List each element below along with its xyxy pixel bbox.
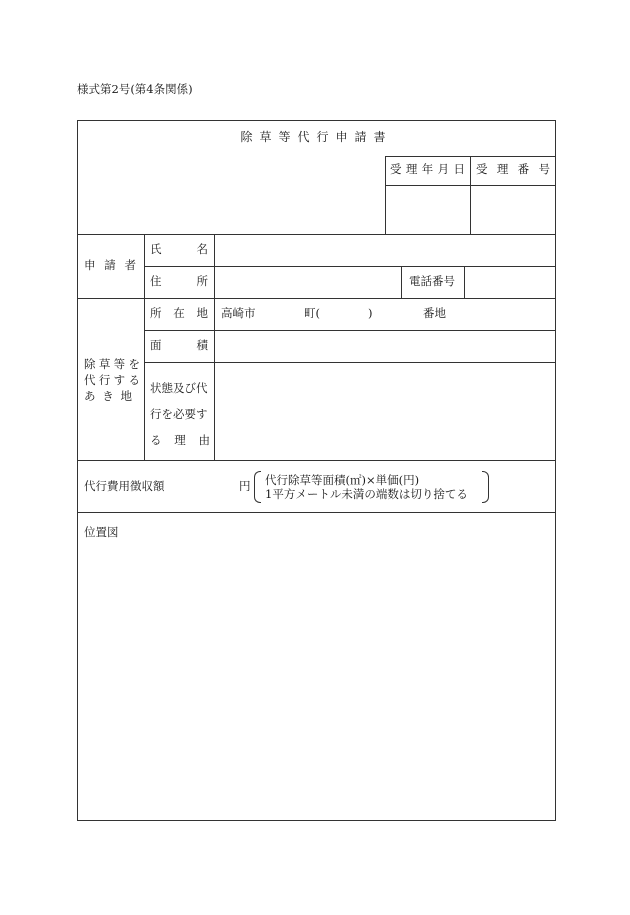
label-col-right-line <box>214 234 215 460</box>
phone-right-line <box>464 266 465 298</box>
char: 地 <box>196 306 208 320</box>
char: 住 <box>150 274 162 288</box>
section-line-map <box>78 512 556 513</box>
reason-label <box>150 375 210 453</box>
char: 地 <box>120 389 132 403</box>
location-town: 町( <box>304 306 320 320</box>
char: き <box>102 389 114 403</box>
char: 草 <box>98 357 111 371</box>
char: 除 <box>84 357 96 371</box>
area-bottom-line <box>144 362 556 363</box>
form-title: 除草等代行申請書 <box>240 130 393 144</box>
char: 申 <box>84 258 96 272</box>
char: 等 <box>113 357 126 371</box>
phone-left-line <box>401 266 402 298</box>
char: 理 <box>174 433 186 447</box>
char: 所 <box>196 274 208 288</box>
name-label <box>150 244 208 256</box>
phone-label: 電話番号 <box>409 274 455 288</box>
char: 理 <box>496 162 509 176</box>
char: あ <box>84 389 96 403</box>
char: 名 <box>196 242 208 256</box>
fee-formula-line-1: 代行除草等面積(㎡)×単価(円) <box>265 473 420 487</box>
receipt-left-line <box>385 156 386 234</box>
char: 号 <box>538 162 550 176</box>
bracket-left <box>254 471 261 503</box>
label-col-left-line <box>144 234 145 460</box>
applicant-group-label <box>84 260 136 272</box>
char: 請 <box>104 258 116 272</box>
section-line-applicant <box>78 234 556 235</box>
receipt-number-label <box>476 164 550 176</box>
receipt-divider-line <box>470 156 471 234</box>
char: 理 <box>405 162 418 176</box>
location-banchi: 番地 <box>423 306 446 320</box>
char: 行 <box>98 373 111 387</box>
land-label-line-3 <box>84 388 140 404</box>
char: 受 <box>390 162 402 176</box>
char: 受 <box>476 162 488 176</box>
application-form <box>77 120 556 821</box>
location-label <box>150 308 208 320</box>
section-line-fee <box>78 460 556 461</box>
char: す <box>113 373 126 387</box>
char: 年 <box>421 162 434 176</box>
char: 月 <box>437 162 450 176</box>
location-close-paren: ) <box>368 306 373 320</box>
land-label-line-2 <box>84 372 140 388</box>
char: 所 <box>150 306 162 320</box>
char: 者 <box>124 258 136 272</box>
reason-label-line-1: 状態及び代 <box>150 381 208 395</box>
fee-label: 代行費用徴収額 <box>84 479 165 493</box>
location-city: 高崎市 <box>221 306 256 320</box>
char: を <box>128 357 140 371</box>
land-label-line-1 <box>84 356 140 372</box>
bracket-right <box>482 471 489 503</box>
char: る <box>150 433 162 447</box>
char: 由 <box>198 433 210 447</box>
location-bottom-line <box>144 330 556 331</box>
char: 日 <box>453 162 465 176</box>
char: 在 <box>173 306 185 320</box>
char: る <box>128 373 140 387</box>
char: 面 <box>150 338 162 352</box>
fee-unit: 円 <box>239 479 251 493</box>
reason-label-line-2: 行を必要す <box>150 407 208 421</box>
receipt-date-label <box>390 164 465 176</box>
char: 氏 <box>150 242 162 256</box>
map-label: 位置図 <box>84 525 119 539</box>
reason-label-line-3 <box>150 427 210 453</box>
fee-formula <box>265 473 468 501</box>
applicant-mid-line <box>144 266 556 267</box>
address-label <box>150 276 208 288</box>
map-area[interactable] <box>79 545 555 819</box>
form-number: 様式第2号(第4条関係) <box>77 82 193 96</box>
char: 積 <box>196 338 208 352</box>
land-group-label <box>84 356 140 404</box>
fee-formula-line-2: 1平方メートル未満の端数は切り捨てる <box>265 487 468 501</box>
section-line-land <box>78 298 556 299</box>
area-label <box>150 340 208 352</box>
char: 番 <box>517 162 530 176</box>
char: 代 <box>84 373 96 387</box>
